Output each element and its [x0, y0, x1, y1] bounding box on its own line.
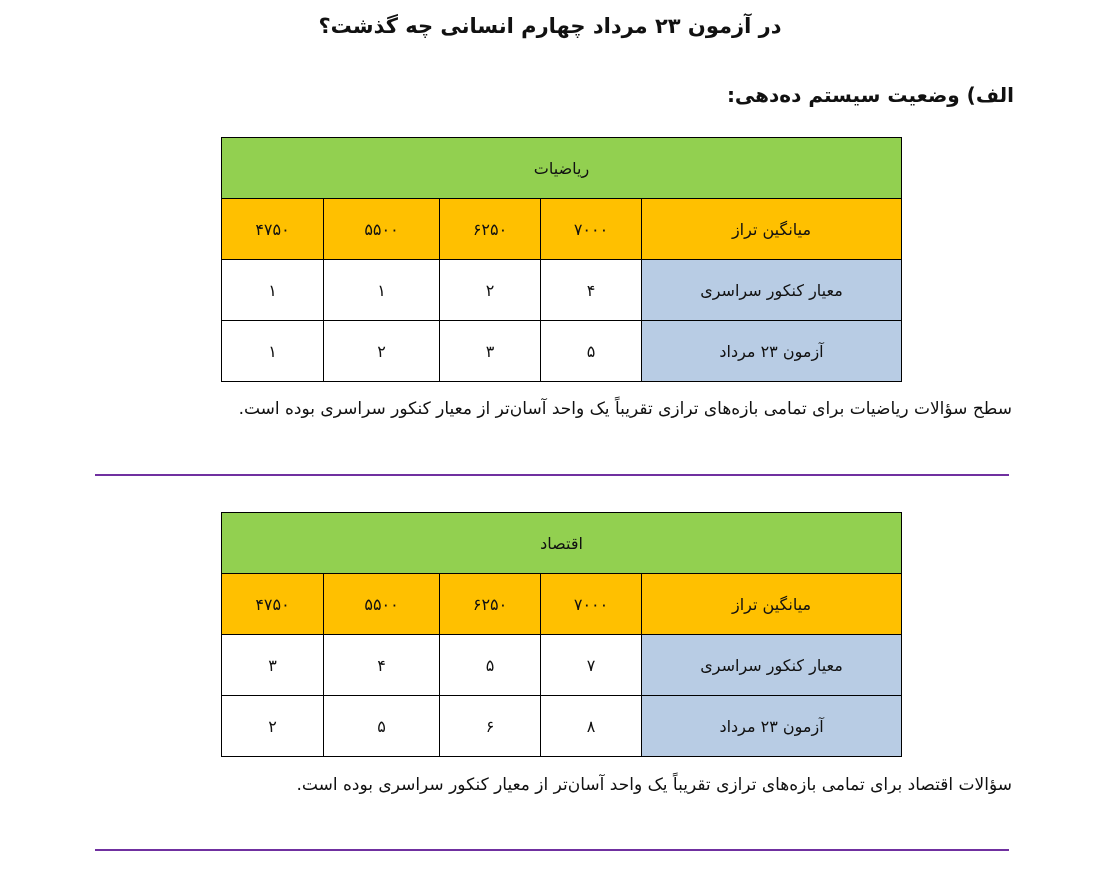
table-row — [222, 696, 902, 757]
table-cell: ۵ — [324, 696, 440, 757]
page-title: در آزمون ۲۳ مرداد چهارم انسانی چه گذشت؟ — [318, 14, 782, 38]
table-row — [222, 260, 902, 321]
table-cell: ۳ — [440, 321, 541, 382]
table-cell: ۱ — [324, 260, 440, 321]
economics-table — [221, 512, 902, 757]
avg-score-label: میانگین تراز — [642, 199, 902, 260]
table-subject-header: اقتصاد — [222, 513, 902, 574]
table-cell: ۲ — [324, 321, 440, 382]
table-cell: ۴ — [541, 260, 642, 321]
section-title: الف) وضعیت سیستم ده‌دهی: — [726, 83, 1014, 107]
table-cell: ۷ — [541, 635, 642, 696]
section-divider — [95, 474, 1009, 476]
row-label: آزمون ۲۳ مرداد — [642, 321, 902, 382]
score-level: ۷۰۰۰ — [541, 574, 642, 635]
score-level: ۴۷۵۰ — [222, 574, 324, 635]
math-table — [221, 137, 902, 382]
table-cell: ۵ — [440, 635, 541, 696]
avg-score-label: میانگین تراز — [642, 574, 902, 635]
table-row — [222, 635, 902, 696]
score-level: ۶۲۵۰ — [440, 574, 541, 635]
score-level: ۴۷۵۰ — [222, 199, 324, 260]
table-cell: ۱ — [222, 260, 324, 321]
score-level: ۵۵۰۰ — [324, 199, 440, 260]
score-level: ۶۲۵۰ — [440, 199, 541, 260]
table-cell: ۲ — [440, 260, 541, 321]
section-divider — [95, 849, 1009, 851]
table-subject-header: ریاضیات — [222, 138, 902, 199]
row-label: معیار کنکور سراسری — [642, 635, 902, 696]
table-cell: ۵ — [541, 321, 642, 382]
score-level: ۷۰۰۰ — [541, 199, 642, 260]
table-cell: ۸ — [541, 696, 642, 757]
math-note: سطح سؤالات ریاضیات برای تمامی بازه‌های ترازی تقریباً یک واحد آسان‌تر از معیار کنکور سراسری بوده است. — [238, 399, 1012, 419]
table-cell: ۳ — [222, 635, 324, 696]
table-cell: ۶ — [440, 696, 541, 757]
row-label: آزمون ۲۳ مرداد — [642, 696, 902, 757]
economics-note: سؤالات اقتصاد برای تمامی بازه‌های ترازی تقریباً یک واحد آسان‌تر از معیار کنکور سراسری بوده است. — [296, 775, 1012, 795]
score-level: ۵۵۰۰ — [324, 574, 440, 635]
row-label: معیار کنکور سراسری — [642, 260, 902, 321]
table-row — [222, 321, 902, 382]
table-cell: ۴ — [324, 635, 440, 696]
table-cell: ۱ — [222, 321, 324, 382]
table-cell: ۲ — [222, 696, 324, 757]
